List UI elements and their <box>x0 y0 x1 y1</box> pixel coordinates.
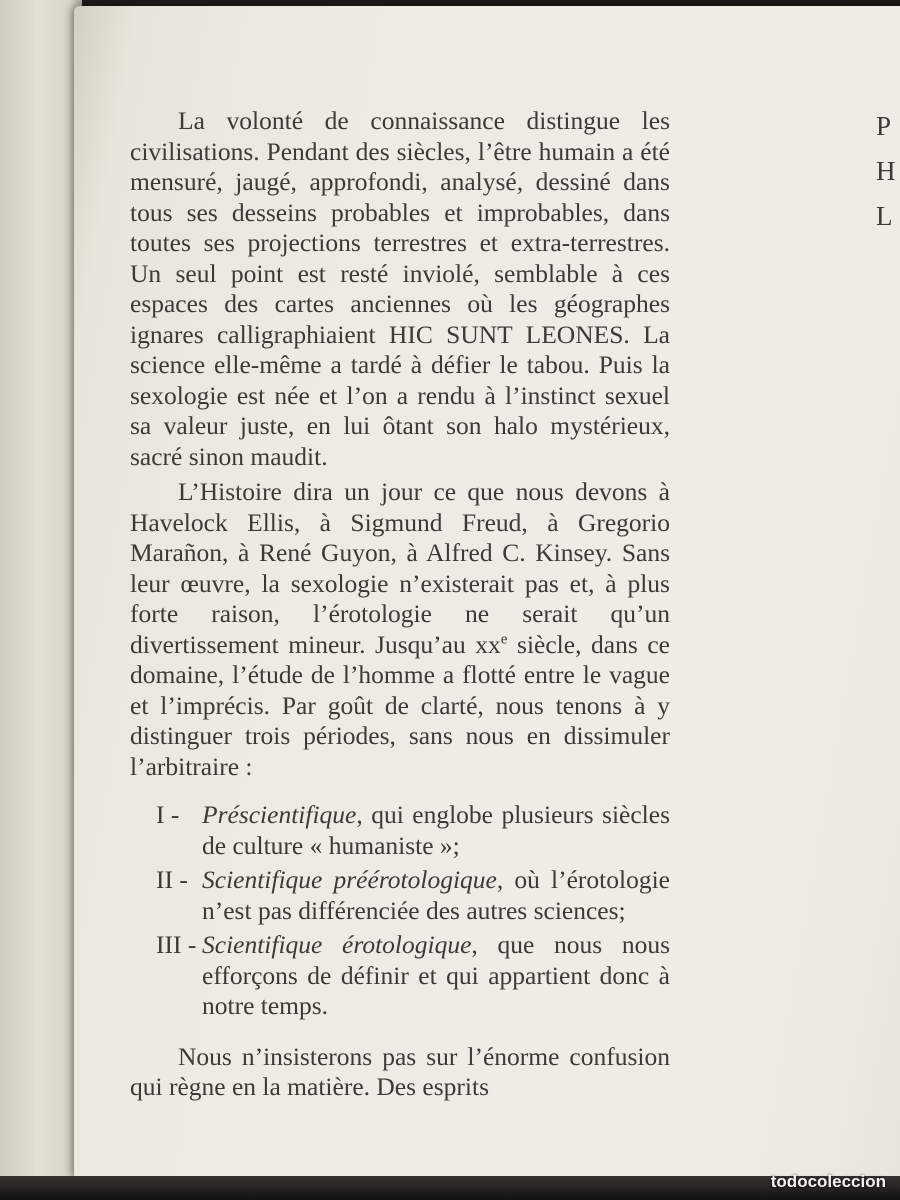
list-term: Scientifique préérotologique <box>202 865 497 894</box>
paragraph-2-part-2: siècle, dans ce domaine, l’étude de l’homme a flotté entre le vague et l’imprécis. Par goût de clarté, nous tenons à y distinguer trois périodes, sans nous en dissimuler l’arbitraire : <box>130 629 670 781</box>
list-term: Scientifique érotologique <box>202 930 472 959</box>
page-bottom-shadow <box>0 1176 900 1200</box>
list-numeral: I - <box>156 800 180 829</box>
left-page-edge <box>0 0 82 1200</box>
facing-page-letter: P <box>876 111 892 141</box>
century-superscript: e <box>500 631 508 647</box>
list-rest: , où l’érotologie n’est pas différenciée des autres sciences; <box>202 865 670 925</box>
watermark: todocoleccion <box>770 1172 886 1191</box>
body-text <box>130 106 670 1103</box>
list-body <box>202 800 670 861</box>
list-term: Préscientifique <box>202 800 357 829</box>
paragraph-2 <box>130 477 670 782</box>
list-rest: , que nous nous efforçons de définir et qui appartient donc à notre temps. <box>202 930 670 1020</box>
facing-page-letter: L <box>876 201 893 231</box>
list-numeral: III - <box>156 930 197 959</box>
periods-list <box>130 800 670 1022</box>
list-item <box>130 800 670 861</box>
paragraph-1: La volonté de connaissance distingue les civilisations. Pendant des siècles, l’être humain a été mensuré, jaugé, approfondi, analysé, dessiné dans tous ses desseins probables et improbables, dans toutes ses projections terrestres et extra-terrestres. Un seul point est resté inviolé, semblable à ces espaces des cartes anciennes où les géographes ignares calligraphiaient HIC SUNT LEONES. La science elle-même a tardé à défier le tabou. Puis la sexologie est née et l’on a rendu à l’instinct sexuel sa valeur juste, en lui ôtant son halo mystérieux, sacré sinon maudit. <box>130 106 670 471</box>
list-numeral: II - <box>156 865 188 894</box>
closing-paragraph: Nous n’insisterons pas sur l’énorme confusion qui règne en la matière. Des esprits <box>130 1041 670 1101</box>
list-item <box>130 865 670 926</box>
list-rest: , qui englobe plusieurs siècles de culture « humaniste »; <box>202 800 670 860</box>
list-body <box>202 865 670 926</box>
list-body <box>202 930 670 1022</box>
facing-page-margin <box>876 104 900 239</box>
list-item <box>130 930 670 1022</box>
paragraph-2-part-1: L’Histoire dira un jour ce que nous devons à Havelock Ellis, à Sigmund Freud, à Gregorio Marañon, à René Guyon, à Alfred C. Kinsey. Sans leur œuvre, la sexologie n’existerait pas et, à plus forte raison, l’érotologie ne serait qu’un divertissement mineur. Jusqu’au xx <box>130 477 670 659</box>
facing-page-letter: H <box>876 156 896 186</box>
